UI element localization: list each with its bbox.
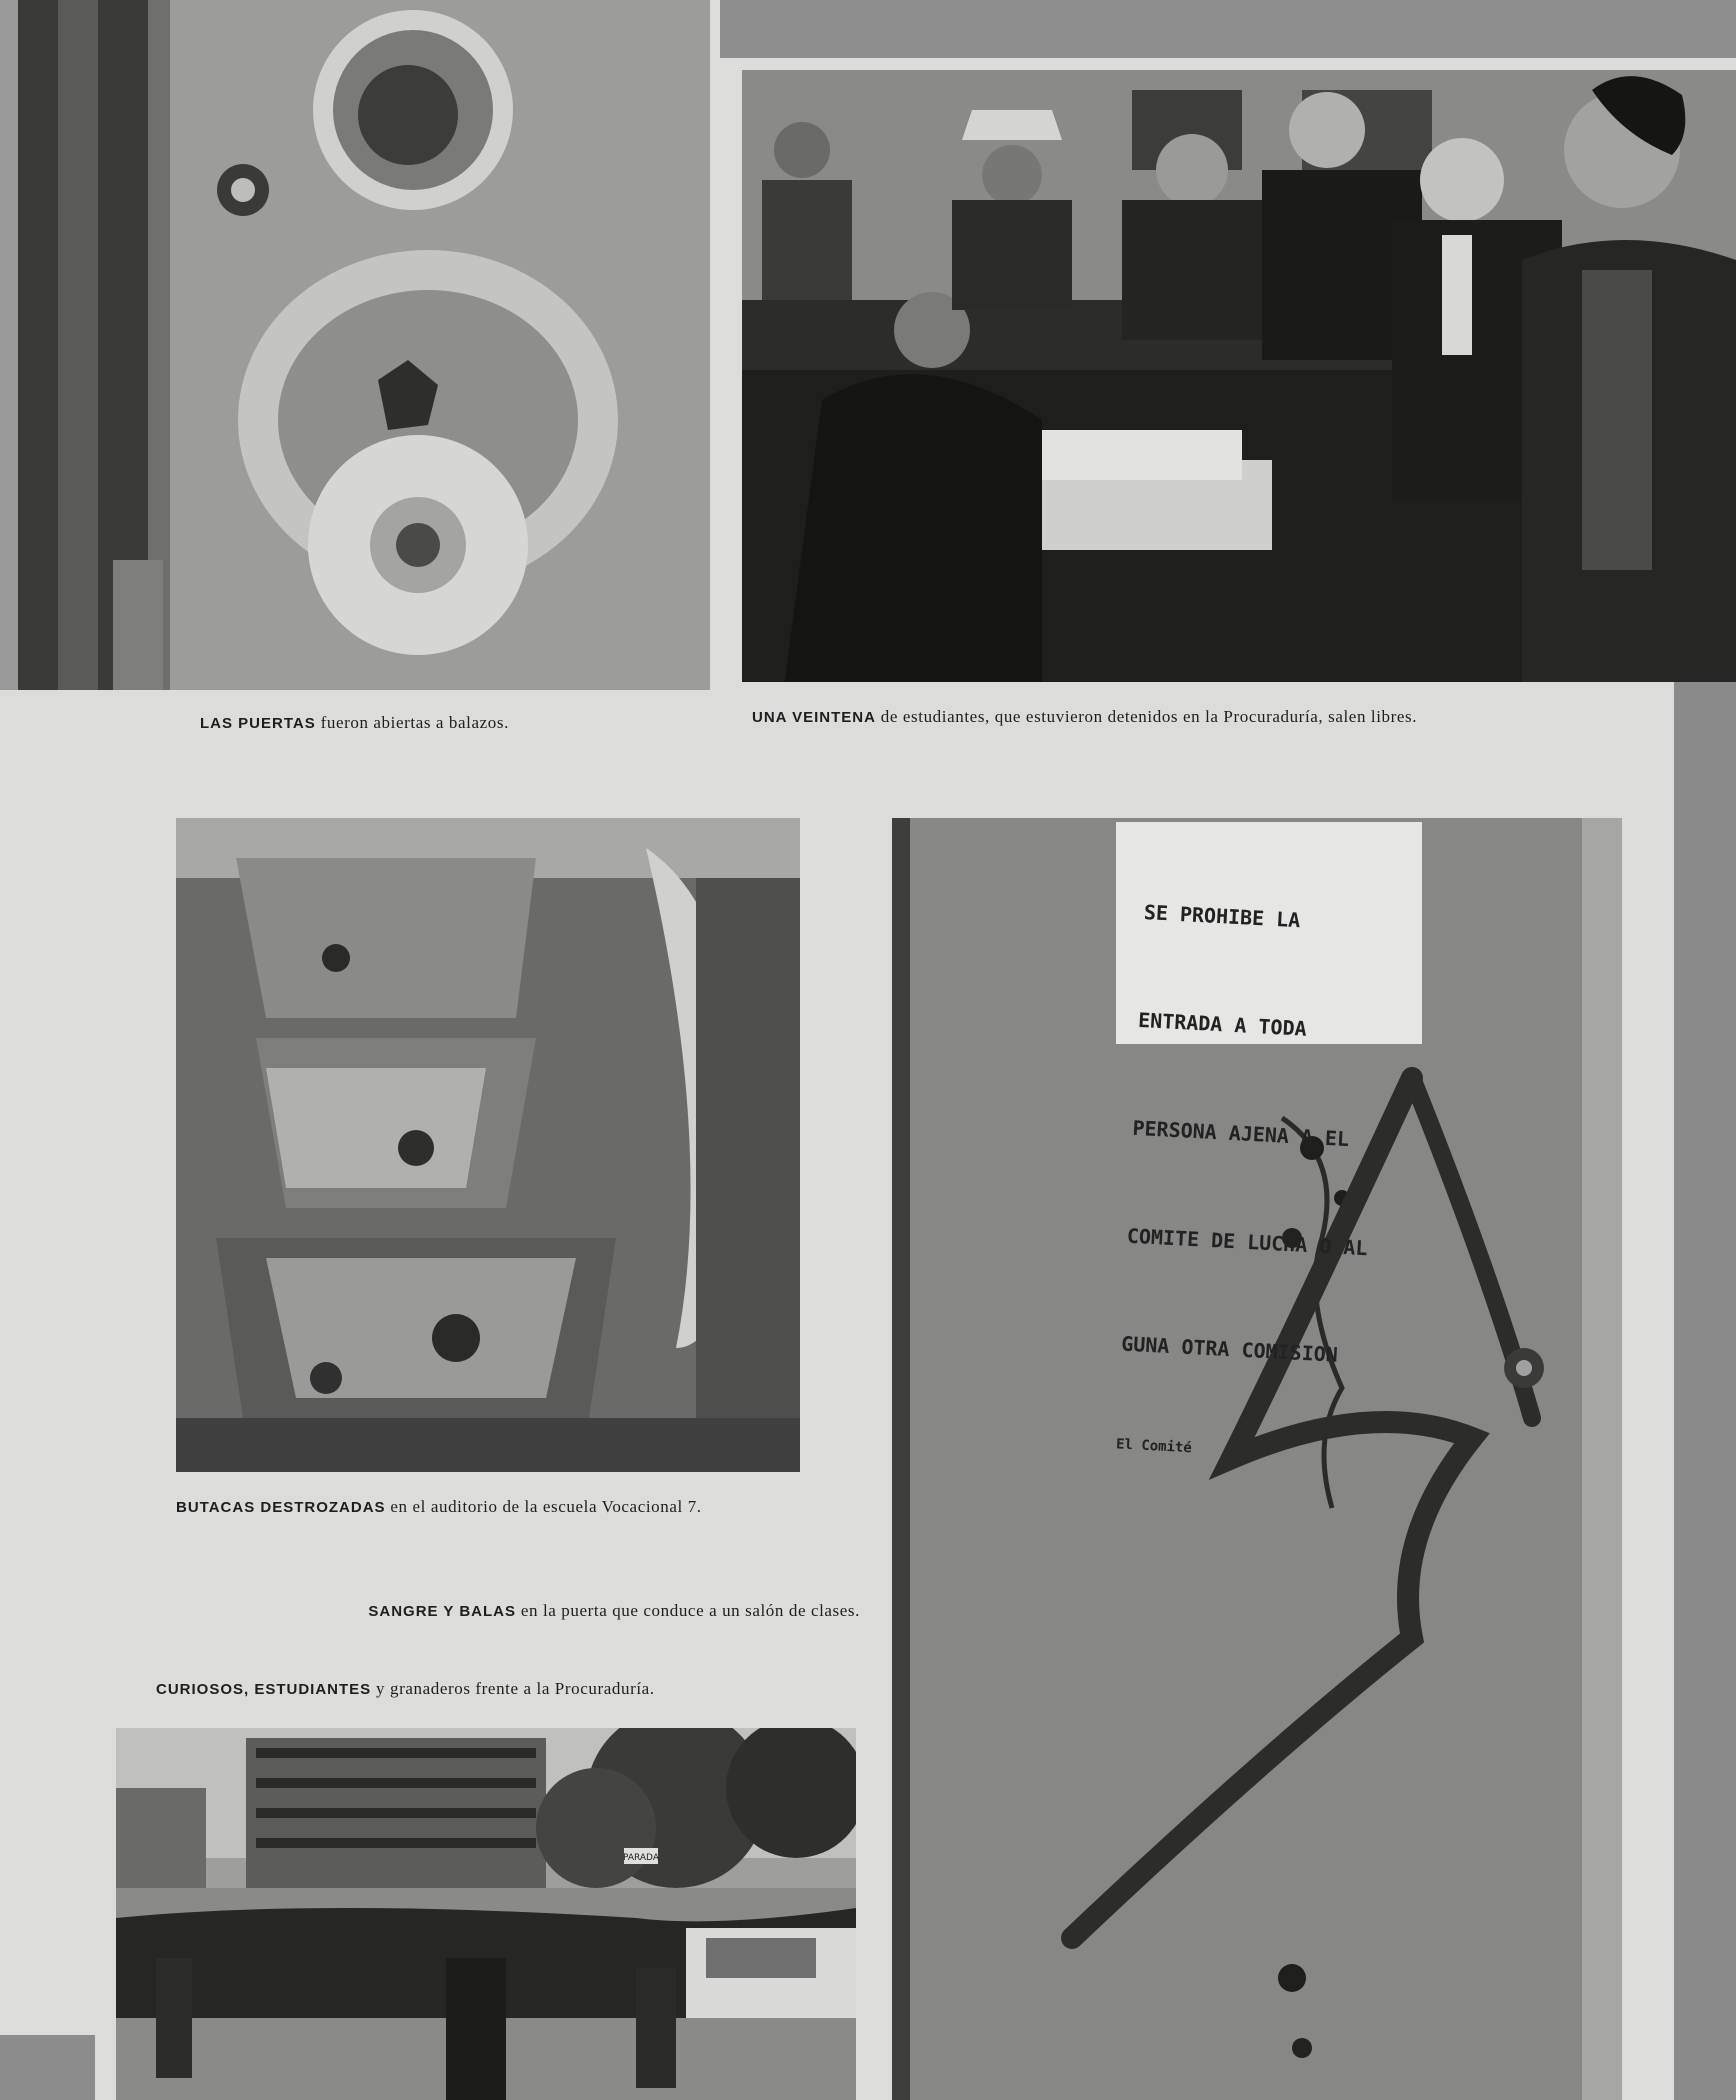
top-gray-band bbox=[720, 0, 1736, 58]
caption-blood bbox=[150, 1600, 860, 1623]
caption-doors bbox=[200, 712, 640, 735]
door-sign-line: SE PROHIBE LA bbox=[1143, 900, 1301, 933]
door-sign-text bbox=[1112, 822, 1389, 1540]
caption-doors-lead: LAS PUERTAS bbox=[200, 715, 316, 732]
caption-students-lead: UNA VEINTENA bbox=[752, 709, 876, 726]
door-sign-line: ENTRADA A TODA bbox=[1137, 1007, 1308, 1041]
caption-seats bbox=[176, 1496, 786, 1519]
door-sign-line: GUNA OTRA COMISION bbox=[1120, 1331, 1339, 1367]
caption-crowd-lead: CURIOSOS, ESTUDIANTES bbox=[156, 1681, 372, 1698]
caption-crowd bbox=[156, 1678, 856, 1701]
street-sign-text: PARADA bbox=[623, 1853, 659, 1863]
right-gray-band bbox=[1674, 680, 1736, 2100]
caption-doors-text: fueron abiertas a balazos. bbox=[315, 713, 509, 732]
caption-seats-lead: BUTACAS DESTROZADAS bbox=[176, 1499, 386, 1516]
caption-students bbox=[752, 706, 1712, 729]
photo-door-lock bbox=[18, 0, 710, 690]
caption-students-text: de estudiantes, que estuvieron detenidos en la Procuraduría, salen libres. bbox=[875, 707, 1418, 726]
photo-crowd-street bbox=[116, 1728, 856, 2100]
caption-blood-lead: SANGRE Y BALAS bbox=[368, 1603, 516, 1620]
caption-seats-text: en el auditorio de la escuela Vocacional 7. bbox=[385, 1497, 702, 1516]
door-sign-line: El Comité bbox=[1115, 1436, 1193, 1457]
caption-blood-text: en la puerta que conduce a un salón de clases. bbox=[516, 1601, 860, 1620]
door-sign-line: PERSONA AJENA A EL bbox=[1131, 1115, 1350, 1152]
bottom-left-gray-band bbox=[0, 2035, 95, 2100]
photo-destroyed-seats bbox=[176, 818, 800, 1472]
photo-students-released bbox=[742, 70, 1736, 682]
door-sign-line: COMITE DE LUCHA O AL bbox=[1126, 1223, 1369, 1261]
left-edge-band bbox=[0, 0, 18, 690]
caption-crowd-text: y granaderos frente a la Procuraduría. bbox=[371, 1679, 655, 1698]
